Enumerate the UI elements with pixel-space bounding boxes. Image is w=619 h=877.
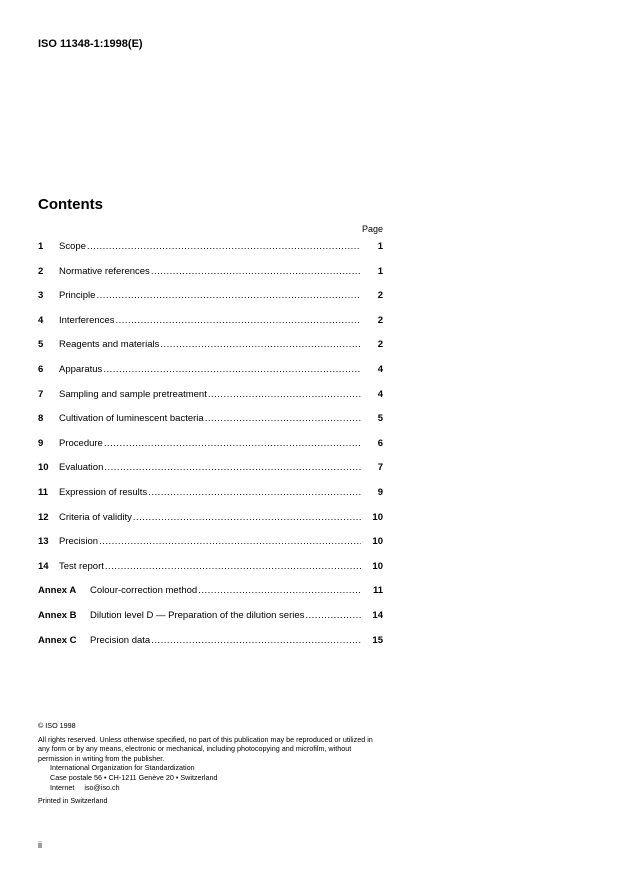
toc-entry-title: Evaluation bbox=[59, 462, 104, 474]
toc-entry-page: 2 bbox=[377, 339, 383, 351]
dot-leader bbox=[104, 438, 361, 450]
toc-annex-page: 14 bbox=[372, 609, 383, 621]
toc-entry-number: 9 bbox=[38, 437, 44, 449]
toc-entry-page: 6 bbox=[377, 437, 383, 449]
postal-address: Case postale 56 • CH-1211 Genève 20 • Switzerland bbox=[50, 772, 218, 782]
toc-entry[interactable] bbox=[38, 438, 383, 463]
toc-entry-title: Cultivation of luminescent bacteria bbox=[59, 413, 204, 425]
printed-in: Printed in Switzerland bbox=[38, 796, 108, 806]
toc-entry[interactable] bbox=[38, 389, 383, 414]
toc-entry-title: Normative references bbox=[59, 265, 150, 277]
dot-leader bbox=[305, 610, 361, 622]
dot-leader bbox=[104, 462, 361, 474]
dot-leader bbox=[103, 364, 361, 376]
document-id: ISO 11348-1:1998(E) bbox=[38, 38, 143, 50]
toc-entry[interactable] bbox=[38, 241, 383, 266]
toc-entry-number: 10 bbox=[38, 462, 49, 474]
toc-entry-title: Criteria of validity bbox=[59, 511, 132, 523]
toc-annex-title: Precision data bbox=[90, 634, 151, 646]
toc-entry-number: 6 bbox=[38, 363, 44, 375]
contents-heading: Contents bbox=[38, 196, 103, 213]
toc-entry[interactable] bbox=[38, 266, 383, 291]
toc-annex-page: 11 bbox=[372, 585, 383, 597]
toc-entry[interactable] bbox=[38, 290, 383, 315]
toc-entry-title: Sampling and sample pretreatment bbox=[59, 388, 207, 400]
page-number: ii bbox=[38, 840, 42, 850]
toc-entry[interactable] bbox=[38, 339, 383, 364]
dot-leader bbox=[198, 585, 361, 597]
copyright-block bbox=[38, 721, 383, 806]
toc-entry[interactable] bbox=[38, 512, 383, 537]
toc-entry-title: Scope bbox=[59, 241, 86, 252]
dot-leader bbox=[148, 487, 361, 499]
toc-entry-page: 2 bbox=[377, 314, 383, 326]
dot-leader bbox=[96, 290, 361, 302]
dot-leader bbox=[87, 241, 361, 253]
toc-annex-entry[interactable] bbox=[38, 635, 383, 660]
toc-entry-title: Expression of results bbox=[59, 486, 148, 498]
toc-annex-page: 15 bbox=[372, 634, 383, 646]
toc-entry-number: 13 bbox=[38, 536, 49, 548]
rights-notice: All rights reserved. Unless otherwise specified, no part of this publication may be reproduced or utilized in any form or by any means, electronic or mechanical, including photocopying and microfilm, without permission in writing from the publisher. bbox=[38, 734, 373, 763]
toc-annex-title: Dilution level D — Preparation of the dilution series bbox=[90, 609, 305, 621]
toc-entry[interactable] bbox=[38, 487, 383, 512]
toc-annex-label: Annex A bbox=[38, 585, 77, 597]
dot-leader bbox=[105, 561, 361, 573]
toc-entry-page: 4 bbox=[377, 388, 383, 400]
toc-entry-page: 1 bbox=[377, 265, 383, 277]
dot-leader bbox=[205, 413, 361, 425]
toc-entry-title: Interferences bbox=[59, 314, 115, 326]
copyright-line: © ISO 1998 bbox=[38, 721, 76, 730]
dot-leader bbox=[151, 635, 361, 647]
toc-entry-title: Procedure bbox=[59, 437, 103, 449]
toc-entry-number: 12 bbox=[38, 511, 49, 523]
toc-annex-label: Annex C bbox=[38, 634, 77, 646]
toc-entry-page: 7 bbox=[377, 462, 383, 474]
toc-entry-page: 2 bbox=[377, 290, 383, 302]
toc-entry-number: 1 bbox=[38, 241, 44, 252]
dot-leader bbox=[115, 315, 361, 327]
toc-annex-title: Colour-correction method bbox=[90, 585, 198, 597]
dot-leader bbox=[99, 536, 361, 548]
organization-name: International Organization for Standardization bbox=[50, 763, 195, 773]
dot-leader bbox=[151, 266, 361, 278]
toc-entry-page: 10 bbox=[372, 560, 383, 572]
toc-entry[interactable] bbox=[38, 364, 383, 389]
toc-entry-title: Principle bbox=[59, 290, 96, 302]
toc-entry-number: 11 bbox=[38, 486, 49, 498]
dot-leader bbox=[160, 339, 361, 351]
toc-entry-page: 5 bbox=[377, 413, 383, 425]
toc-entry-number: 4 bbox=[38, 314, 44, 326]
dot-leader bbox=[133, 512, 361, 524]
toc-entry-page: 10 bbox=[372, 511, 383, 523]
toc-entry-title: Reagents and materials bbox=[59, 339, 160, 351]
toc-entry-title: Precision bbox=[59, 536, 99, 548]
toc-entry-page: 9 bbox=[377, 486, 383, 498]
toc-entry-number: 3 bbox=[38, 290, 44, 302]
toc-entry[interactable] bbox=[38, 413, 383, 438]
toc-annex-entry[interactable] bbox=[38, 585, 383, 610]
toc-entry[interactable] bbox=[38, 315, 383, 340]
toc-entry[interactable] bbox=[38, 462, 383, 487]
toc-entry-page: 4 bbox=[377, 363, 383, 375]
toc-entry-number: 8 bbox=[38, 413, 44, 425]
toc-entry-page: 10 bbox=[372, 536, 383, 548]
toc-entry-title: Apparatus bbox=[59, 363, 103, 375]
toc-entry-title: Test report bbox=[59, 560, 104, 572]
table-of-contents bbox=[38, 241, 383, 659]
page-column-label: Page bbox=[361, 224, 383, 234]
toc-entry-number: 14 bbox=[38, 560, 49, 572]
toc-entry-number: 7 bbox=[38, 388, 44, 400]
toc-entry-page: 1 bbox=[377, 241, 383, 252]
toc-entry-number: 5 bbox=[38, 339, 44, 351]
dot-leader bbox=[208, 389, 361, 401]
toc-entry[interactable] bbox=[38, 536, 383, 561]
internet-contact: Internet iso@iso.ch bbox=[50, 782, 120, 792]
toc-annex-entry[interactable] bbox=[38, 610, 383, 635]
toc-entry-number: 2 bbox=[38, 265, 44, 277]
toc-annex-label: Annex B bbox=[38, 609, 77, 621]
toc-entry[interactable] bbox=[38, 561, 383, 586]
